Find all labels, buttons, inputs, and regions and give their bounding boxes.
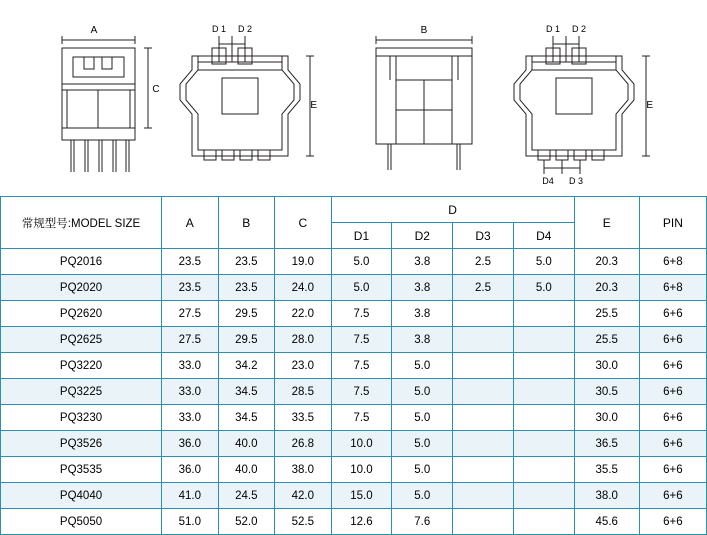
cell-e: 20.3 (574, 275, 639, 301)
cell-d1: 7.5 (331, 301, 392, 327)
table-row (1, 457, 707, 483)
header-d4: D4 (513, 223, 574, 249)
cell-d3 (453, 301, 514, 327)
cell-d4 (513, 483, 574, 509)
cell-a: 36.0 (162, 457, 219, 483)
fig4-label-e: E (646, 100, 653, 111)
cell-d2: 5.0 (392, 405, 453, 431)
table-body (1, 249, 707, 535)
cell-pin: 6+8 (639, 275, 706, 301)
cell-e: 25.5 (574, 327, 639, 353)
cell-e: 38.0 (574, 483, 639, 509)
table-row (1, 509, 707, 535)
cell-d1: 12.6 (331, 509, 392, 535)
cell-model: PQ2620 (1, 301, 162, 327)
cell-d2: 3.8 (392, 327, 453, 353)
cell-d4: 5.0 (513, 275, 574, 301)
fig4-label-d4: D4 (542, 176, 554, 186)
cell-b: 24.5 (218, 483, 275, 509)
cell-pin: 6+6 (639, 483, 706, 509)
table-head (1, 197, 707, 249)
cell-d1: 5.0 (331, 275, 392, 301)
header-d2: D2 (392, 223, 453, 249)
table-row (1, 431, 707, 457)
cell-b: 40.0 (218, 457, 275, 483)
cell-d4 (513, 301, 574, 327)
cell-d2: 3.8 (392, 301, 453, 327)
cell-d3: 2.5 (453, 249, 514, 275)
cell-c: 42.0 (275, 483, 332, 509)
cell-d1: 5.0 (331, 249, 392, 275)
table-row (1, 379, 707, 405)
cell-d2: 3.8 (392, 275, 453, 301)
cell-c: 24.0 (275, 275, 332, 301)
cell-d1: 7.5 (331, 353, 392, 379)
cell-d3 (453, 353, 514, 379)
header-model: 常规型号:MODEL SIZE (1, 197, 162, 249)
cell-c: 38.0 (275, 457, 332, 483)
cell-c: 52.5 (275, 509, 332, 535)
fig2-label-e: E (310, 100, 317, 111)
cell-pin: 6+8 (639, 249, 706, 275)
cell-pin: 6+6 (639, 405, 706, 431)
cell-d3 (453, 405, 514, 431)
cell-model: PQ3526 (1, 431, 162, 457)
drawing-area (0, 0, 707, 192)
cell-e: 30.0 (574, 353, 639, 379)
cell-d1: 15.0 (331, 483, 392, 509)
cell-d3 (453, 457, 514, 483)
cell-d2: 5.0 (392, 457, 453, 483)
cell-d1: 7.5 (331, 327, 392, 353)
table-row (1, 405, 707, 431)
spec-table (0, 196, 707, 535)
figure-side-view (360, 0, 490, 190)
header-pin: PIN (639, 197, 706, 249)
cell-c: 28.0 (275, 327, 332, 353)
table-row (1, 353, 707, 379)
cell-a: 33.0 (162, 379, 219, 405)
table-row (1, 249, 707, 275)
cell-a: 41.0 (162, 483, 219, 509)
cell-model: PQ3230 (1, 405, 162, 431)
cell-d1: 10.0 (331, 457, 392, 483)
cell-d3: 2.5 (453, 275, 514, 301)
cell-e: 30.0 (574, 405, 639, 431)
cell-model: PQ3225 (1, 379, 162, 405)
cell-a: 33.0 (162, 405, 219, 431)
cell-b: 29.5 (218, 301, 275, 327)
header-d-group: D (331, 197, 574, 223)
cell-model: PQ5050 (1, 509, 162, 535)
cell-model: PQ2020 (1, 275, 162, 301)
cell-e: 36.5 (574, 431, 639, 457)
cell-d4 (513, 353, 574, 379)
cell-e: 20.3 (574, 249, 639, 275)
header-row-1 (1, 197, 707, 223)
cell-c: 22.0 (275, 301, 332, 327)
cell-model: PQ2016 (1, 249, 162, 275)
cell-e: 45.6 (574, 509, 639, 535)
cell-d1: 10.0 (331, 431, 392, 457)
cell-d4 (513, 457, 574, 483)
cell-model: PQ3220 (1, 353, 162, 379)
cell-d2: 7.6 (392, 509, 453, 535)
cell-d1: 7.5 (331, 405, 392, 431)
cell-c: 23.0 (275, 353, 332, 379)
figure-top-view-left (178, 0, 318, 190)
header-d3: D3 (453, 223, 514, 249)
cell-c: 33.5 (275, 405, 332, 431)
table-row (1, 483, 707, 509)
cell-d4 (513, 379, 574, 405)
header-c: C (275, 197, 332, 249)
fig3-label-b: B (420, 25, 428, 36)
cell-a: 27.5 (162, 301, 219, 327)
fig1-label-c: C (152, 84, 160, 95)
cell-e: 30.5 (574, 379, 639, 405)
cell-pin: 6+6 (639, 301, 706, 327)
cell-d2: 5.0 (392, 431, 453, 457)
table-row (1, 327, 707, 353)
cell-d2: 5.0 (392, 353, 453, 379)
cell-b: 23.5 (218, 275, 275, 301)
fig4-label-d1: D 1 (545, 24, 561, 34)
header-a: A (162, 197, 219, 249)
cell-b: 52.0 (218, 509, 275, 535)
fig4-label-d3: D 3 (568, 176, 584, 186)
cell-pin: 6+6 (639, 457, 706, 483)
cell-d3 (453, 327, 514, 353)
header-e: E (574, 197, 639, 249)
cell-e: 25.5 (574, 301, 639, 327)
cell-pin: 6+6 (639, 353, 706, 379)
cell-c: 19.0 (275, 249, 332, 275)
cell-d2: 5.0 (392, 379, 453, 405)
figure-top-view-right (512, 0, 662, 192)
header-d1: D1 (331, 223, 392, 249)
cell-pin: 6+6 (639, 431, 706, 457)
cell-d2: 5.0 (392, 483, 453, 509)
cell-b: 34.2 (218, 353, 275, 379)
cell-d3 (453, 379, 514, 405)
figure-front-view (40, 0, 160, 190)
cell-b: 29.5 (218, 327, 275, 353)
cell-d3 (453, 509, 514, 535)
cell-d3 (453, 483, 514, 509)
cell-pin: 6+6 (639, 327, 706, 353)
cell-d1: 7.5 (331, 379, 392, 405)
cell-d4 (513, 405, 574, 431)
cell-d4 (513, 327, 574, 353)
fig1-label-a: A (90, 25, 98, 36)
cell-model: PQ2625 (1, 327, 162, 353)
cell-b: 34.5 (218, 405, 275, 431)
cell-c: 26.8 (275, 431, 332, 457)
fig2-label-d1: D 1 (211, 24, 227, 34)
cell-b: 40.0 (218, 431, 275, 457)
cell-pin: 6+6 (639, 509, 706, 535)
cell-a: 51.0 (162, 509, 219, 535)
fig2-label-d2: D 2 (237, 24, 253, 34)
cell-model: PQ3535 (1, 457, 162, 483)
cell-d4 (513, 509, 574, 535)
cell-d4: 5.0 (513, 249, 574, 275)
table-row (1, 275, 707, 301)
cell-b: 23.5 (218, 249, 275, 275)
header-b: B (218, 197, 275, 249)
cell-a: 36.0 (162, 431, 219, 457)
cell-d4 (513, 431, 574, 457)
cell-a: 27.5 (162, 327, 219, 353)
cell-e: 35.5 (574, 457, 639, 483)
cell-a: 33.0 (162, 353, 219, 379)
cell-model: PQ4040 (1, 483, 162, 509)
table-row (1, 301, 707, 327)
cell-a: 23.5 (162, 275, 219, 301)
cell-c: 28.5 (275, 379, 332, 405)
cell-d2: 3.8 (392, 249, 453, 275)
cell-a: 23.5 (162, 249, 219, 275)
fig4-label-d2: D 2 (571, 24, 587, 34)
cell-pin: 6+6 (639, 379, 706, 405)
cell-b: 34.5 (218, 379, 275, 405)
cell-d3 (453, 431, 514, 457)
